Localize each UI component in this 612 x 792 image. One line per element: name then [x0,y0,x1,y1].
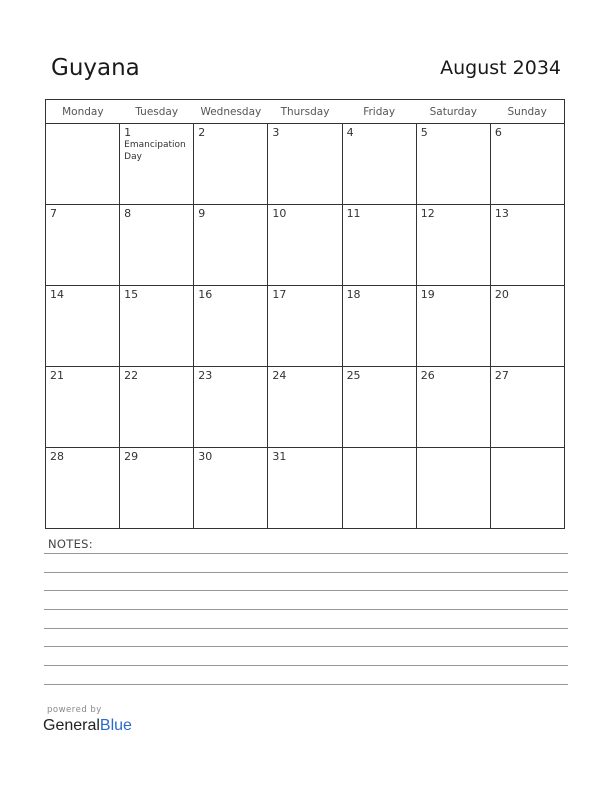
brand-general: General [43,717,100,734]
day-number: 5 [420,126,428,139]
calendar-day-cell[interactable] [342,124,416,205]
day-number: 1 [124,126,132,139]
calendar-day-cell[interactable] [46,124,120,205]
calendar-day-cell[interactable] [490,205,564,286]
day-number: 26 [420,369,435,382]
day-number: 13 [494,207,509,220]
weekday-header: Tuesday [120,100,194,124]
brand-blue: Blue [99,717,132,734]
month-year-title: August 2034 [440,57,561,79]
calendar-day-cell[interactable] [342,448,416,529]
calendar-day-cell[interactable] [120,286,194,367]
calendar-week-row [46,367,565,448]
calendar-grid [45,99,565,529]
notes-line [44,572,568,573]
notes-line [44,665,568,666]
weekday-header: Saturday [416,100,490,124]
calendar-day-cell[interactable] [46,448,120,529]
calendar-day-cell[interactable] [342,367,416,448]
notes-line [44,553,568,554]
day-number: 16 [198,288,213,301]
day-number: 12 [420,207,435,220]
calendar-day-cell[interactable] [268,448,342,529]
calendar-day-cell[interactable] [342,205,416,286]
calendar-day-cell[interactable] [416,448,490,529]
holiday-label: Emancipation Day [124,140,186,162]
calendar-day-cell[interactable] [268,367,342,448]
calendar-day-cell[interactable] [46,367,120,448]
day-number: 18 [346,288,361,301]
calendar-day-cell[interactable] [416,286,490,367]
calendar-day-cell[interactable] [416,205,490,286]
day-number: 14 [50,288,64,301]
country-title: Guyana [51,55,140,81]
day-number: 19 [420,288,435,301]
calendar-day-cell[interactable] [342,286,416,367]
calendar-day-cell[interactable] [490,124,564,205]
notes-line [44,590,568,591]
day-number: 20 [494,288,509,301]
weekday-header: Monday [46,100,120,124]
day-number: 9 [198,207,206,220]
calendar-week-row [46,448,565,529]
calendar-day-cell[interactable] [46,205,120,286]
calendar-day-cell[interactable] [268,286,342,367]
day-number: 27 [494,369,509,382]
day-number: 8 [124,207,132,220]
powered-by-text: powered by [47,705,102,715]
day-number: 31 [272,450,287,463]
weekday-header: Wednesday [194,100,268,124]
weekday-header: Sunday [490,100,564,124]
calendar-week-row [46,286,565,367]
brand-logo[interactable] [43,717,132,735]
calendar-day-cell[interactable] [268,205,342,286]
weekday-header: Thursday [268,100,342,124]
calendar-day-cell[interactable] [194,205,268,286]
day-number: 30 [198,450,213,463]
calendar-day-cell[interactable] [120,367,194,448]
day-number: 21 [50,369,64,382]
calendar-day-cell[interactable] [490,367,564,448]
calendar-day-cell[interactable] [194,448,268,529]
day-number: 24 [272,369,287,382]
day-number: 25 [346,369,361,382]
day-number: 17 [272,288,287,301]
day-number: 11 [346,207,361,220]
weekday-header: Friday [342,100,416,124]
day-number: 7 [50,207,57,220]
calendar-day-cell[interactable] [120,205,194,286]
calendar-day-cell[interactable] [416,124,490,205]
calendar-week-row [46,124,565,205]
calendar-day-cell[interactable] [416,367,490,448]
calendar-week-row [46,205,565,286]
calendar-day-cell[interactable] [46,286,120,367]
day-number: 10 [272,207,287,220]
notes-line [44,684,568,685]
notes-label: NOTES: [48,537,93,551]
day-number: 23 [198,369,213,382]
notes-line [44,609,568,610]
weekday-header-row [46,100,565,124]
day-number: 15 [124,288,139,301]
notes-line [44,628,568,629]
day-number: 4 [346,126,354,139]
calendar-day-cell[interactable] [194,367,268,448]
notes-line [44,646,568,647]
day-number: 2 [198,126,206,139]
calendar-day-cell[interactable] [490,286,564,367]
day-number: 29 [124,450,139,463]
calendar-day-cell[interactable] [120,448,194,529]
day-number: 3 [272,126,280,139]
calendar-day-cell[interactable] [120,124,194,205]
calendar-day-cell[interactable] [490,448,564,529]
day-number: 6 [494,126,502,139]
calendar-day-cell[interactable] [268,124,342,205]
day-number: 28 [50,450,64,463]
calendar-day-cell[interactable] [194,286,268,367]
calendar-day-cell[interactable] [194,124,268,205]
day-number: 22 [124,369,139,382]
